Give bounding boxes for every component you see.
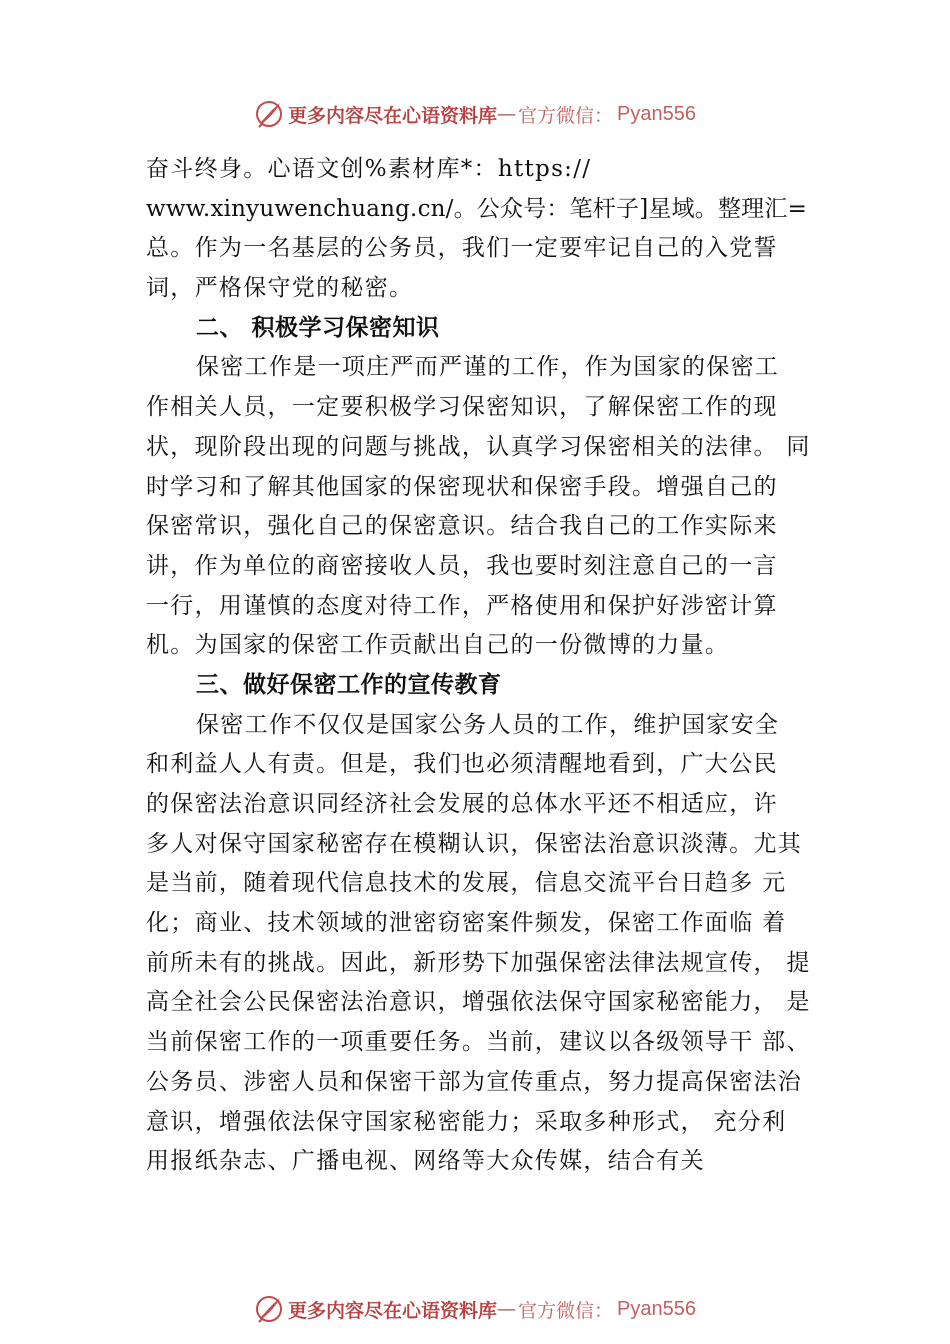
body-line: 一行，用谨慎的态度对待工作，严格使用和保护好涉密计算	[146, 592, 778, 619]
section-heading: 三、做好保密工作的宣传教育	[196, 671, 502, 698]
body-line: 保密常识，强化自己的保密意识。结合我自己的工作实际来	[146, 513, 778, 540]
body-line: 高全社会公民保密法治意识，增强依法保守国家秘密能力， 是	[146, 989, 811, 1016]
body-line: 讲，作为单位的商密接收人员，我也要时刻注意自己的一言	[146, 552, 778, 579]
body-line: 时学习和了解其他国家的保密现状和保密手段。增强自己的	[146, 473, 778, 500]
body-line: 和利益人人有责。但是，我们也必须清醒地看到，广大公民	[146, 751, 778, 778]
body-line: 是当前，随着现代信息技术的发展，信息交流平台日趋多 元	[146, 870, 787, 897]
body-line: 用报纸杂志、广播电视、网络等大众传媒，结合有关	[146, 1148, 705, 1175]
body-line: 词，严格保守党的秘密。	[146, 275, 414, 302]
body-line: 保密工作是一项庄严而严谨的工作，作为国家的保密工	[196, 354, 780, 381]
banner-wechat-label: 官方微信：	[518, 1299, 614, 1322]
body-line: 保密工作不仅仅是国家公务人员的工作，维护国家安全	[196, 711, 780, 738]
quill-logo-icon	[254, 99, 284, 129]
body-line: 意识，增强依法保守国家秘密能力；采取多种形式， 充分利	[146, 1108, 787, 1135]
body-line: 奋斗终身。心语文创%素材库*：https://	[146, 156, 592, 182]
banner-wechat-id: Pyan556	[617, 1297, 696, 1320]
document-body	[146, 150, 836, 1182]
section-heading: 二、 积极学习保密知识	[196, 314, 440, 341]
quill-logo-icon	[254, 1294, 284, 1324]
banner-dash: —	[497, 1298, 517, 1320]
body-line: 状，现阶段出现的问题与挑战，认真学习保密相关的法律。 同	[146, 433, 811, 460]
footer-watermark-banner	[0, 1289, 950, 1329]
banner-title: 更多内容尽在心语资料库	[288, 104, 498, 127]
body-line: 总。作为一名基层的公务员，我们一定要牢记自己的入党誓	[146, 235, 778, 262]
body-line: 当前保密工作的一项重要任务。当前，建议以各级领导干 部、	[146, 1029, 811, 1056]
body-line: 化；商业、技术领域的泄密窃密案件频发，保密工作面临 着	[146, 910, 787, 937]
body-line: 前所未有的挑战。因此，新形势下加强保密法律法规宣传， 提	[146, 949, 811, 976]
body-line: 机。为国家的保密工作贡献出自己的一份微博的力量。	[146, 632, 730, 659]
body-line: 的保密法治意识同经济社会发展的总体水平还不相适应，许	[146, 791, 778, 817]
body-line: 公务员、涉密人员和保密干部为宣传重点，努力提高保密法治	[146, 1068, 803, 1095]
banner-wechat-id: Pyan556	[617, 102, 696, 125]
header-watermark-banner	[0, 94, 950, 134]
banner-wechat-label: 官方微信：	[518, 104, 614, 127]
banner-dash: —	[497, 103, 517, 125]
body-line: 作相关人员，一定要积极学习保密知识，了解保密工作的现	[146, 394, 778, 421]
body-line: www.xinyuwenchuang.cn/。公众号：笔杆子]星域。整理汇=	[146, 195, 808, 222]
banner-title: 更多内容尽在心语资料库	[288, 1299, 498, 1322]
body-line: 多人对保守国家秘密存在模糊认识，保密法治意识淡薄。尤其	[146, 830, 803, 857]
